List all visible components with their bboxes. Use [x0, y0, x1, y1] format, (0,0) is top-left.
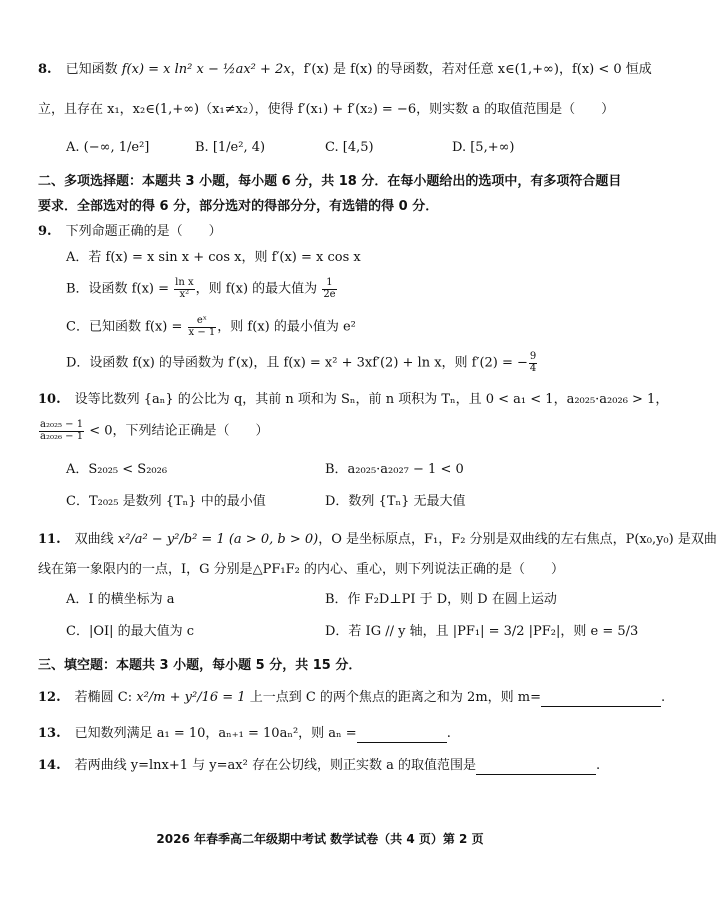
- q11-option-d: D．若 IG // y 轴，且 |PF₁| = 3/2 |PF₂|，则 e = 5/3: [325, 624, 639, 639]
- q8-number: 8.: [38, 62, 52, 77]
- q13-line: 13. 已知数列满足 a₁ = 10，aₙ₊₁ = 10aₙ²，则 aₙ = .: [38, 726, 451, 741]
- q11-line2: 线在第一象限内的一点，I，G 分别是△PF₁F₂ 的内心、重心，则下列说法正确的是（ ）: [38, 562, 564, 577]
- q9-option-c: C．已知函数 f(x) = $\frac{\text{eˣ}}{x - 1}$ ，则 f(x) 的最小值为 e²: [66, 315, 356, 338]
- q11-option-b: B．作 F₂D⊥PI 于 D，则 D 在圆上运动: [325, 592, 557, 607]
- q13-answer-blank[interactable]: [357, 730, 447, 743]
- q8-option-b: B. [1/e², 4): [195, 140, 266, 155]
- q8-line2: 立，且存在 x₁，x₂∈(1,+∞)（x₁≠x₂），使得 f′(x₁) + f′(x₂) = −6，则实数 a 的取值范围是（ ）: [38, 102, 615, 117]
- q12-answer-blank[interactable]: [541, 694, 661, 707]
- q8-line1: 8. 已知函数 f(x) = x ln² x − ½ax² + 2x，f′(x) 是 f(x) 的导函数，若对任意 x∈(1,+∞)，f(x) < 0 恒成: [38, 62, 652, 77]
- section3-heading: 三、填空题：本题共 3 小题，每小题 5 分，共 15 分．: [38, 658, 362, 673]
- q10-option-b: B．a₂₀₂₅·a₂₀₂₇ − 1 < 0: [325, 462, 464, 477]
- q12-line: 12. 若椭圆 C: x²/m + y²/16 = 1 上一点到 C 的两个焦点的距离之和为 2m，则 m= .: [38, 690, 666, 705]
- q11-option-a: A．I 的横坐标为 a: [66, 592, 175, 607]
- q8-option-d: D. [5,+∞): [452, 140, 515, 155]
- q8-function: f(x) = x ln² x − ½ax² + 2x: [121, 62, 291, 77]
- q10-option-c: C．T₂₀₂₅ 是数列 {Tₙ} 中的最小值: [66, 494, 266, 509]
- q9-option-d: D．设函数 f(x) 的导函数为 f′(x)，且 f(x) = x² + 3xf′(2) + ln x，则 f′(2) = − $\frac{9}{4}$: [66, 351, 537, 374]
- q11-option-c: C．|OI| 的最大值为 c: [66, 624, 195, 639]
- section2-heading-cont: 要求．全部选对的得 6 分，部分选对的得部分分，有选错的得 0 分．: [38, 199, 439, 214]
- q8-option-c: C. [4,5): [325, 140, 374, 155]
- q10-option-a: A．S₂₀₂₅ < S₂₀₂₆: [66, 462, 168, 477]
- q10-line1: 10. 设等比数列 {aₙ} 的公比为 q，其前 n 项和为 Sₙ，前 n 项积为 Tₙ，且 0 < a₁ < 1，a₂₀₂₅·a₂₀₂₆ > 1，: [38, 392, 669, 407]
- q14-answer-blank[interactable]: [476, 762, 596, 775]
- section2-heading: 二、多项选择题：本题共 3 小题，每小题 6 分，共 18 分．在每小题给出的选项中，有多项符合题目: [38, 174, 622, 189]
- q11-line1: 11. 双曲线 x²/a² − y²/b² = 1 (a > 0, b > 0)，O 是坐标原点，F₁，F₂ 分别是双曲线的左右焦点，P(x₀,y₀) 是双曲: [38, 532, 717, 547]
- q9-option-b: B．设函数 f(x) = $\frac{\text{ln x}}{\text{x²}}$ ，则 f(x) 的最大值为 $\frac{1}{2e}$: [66, 277, 336, 300]
- q10-option-d: D．数列 {Tₙ} 无最大值: [325, 494, 466, 509]
- page-footer: 2026 年春季高二年级期中考试 数学试卷（共 4 页）第 2 页: [156, 832, 484, 846]
- q10-line2: $\frac{\text{a₂₀₂₅ − 1}}{\text{a₂₀₂₆ − 1}}$ < 0，下列结论正确是（ ）: [40, 419, 269, 442]
- q9-option-a: A．若 f(x) = x sin x + cos x，则 f′(x) = x cos x: [66, 250, 361, 265]
- q14-line: 14. 若两曲线 y=lnx+1 与 y=ax² 存在公切线，则正实数 a 的取值范围是 .: [38, 758, 601, 773]
- q8-option-a: A. (−∞, 1/e²]: [66, 140, 150, 155]
- q9-stem: 9. 下列命题正确的是（ ）: [38, 224, 222, 239]
